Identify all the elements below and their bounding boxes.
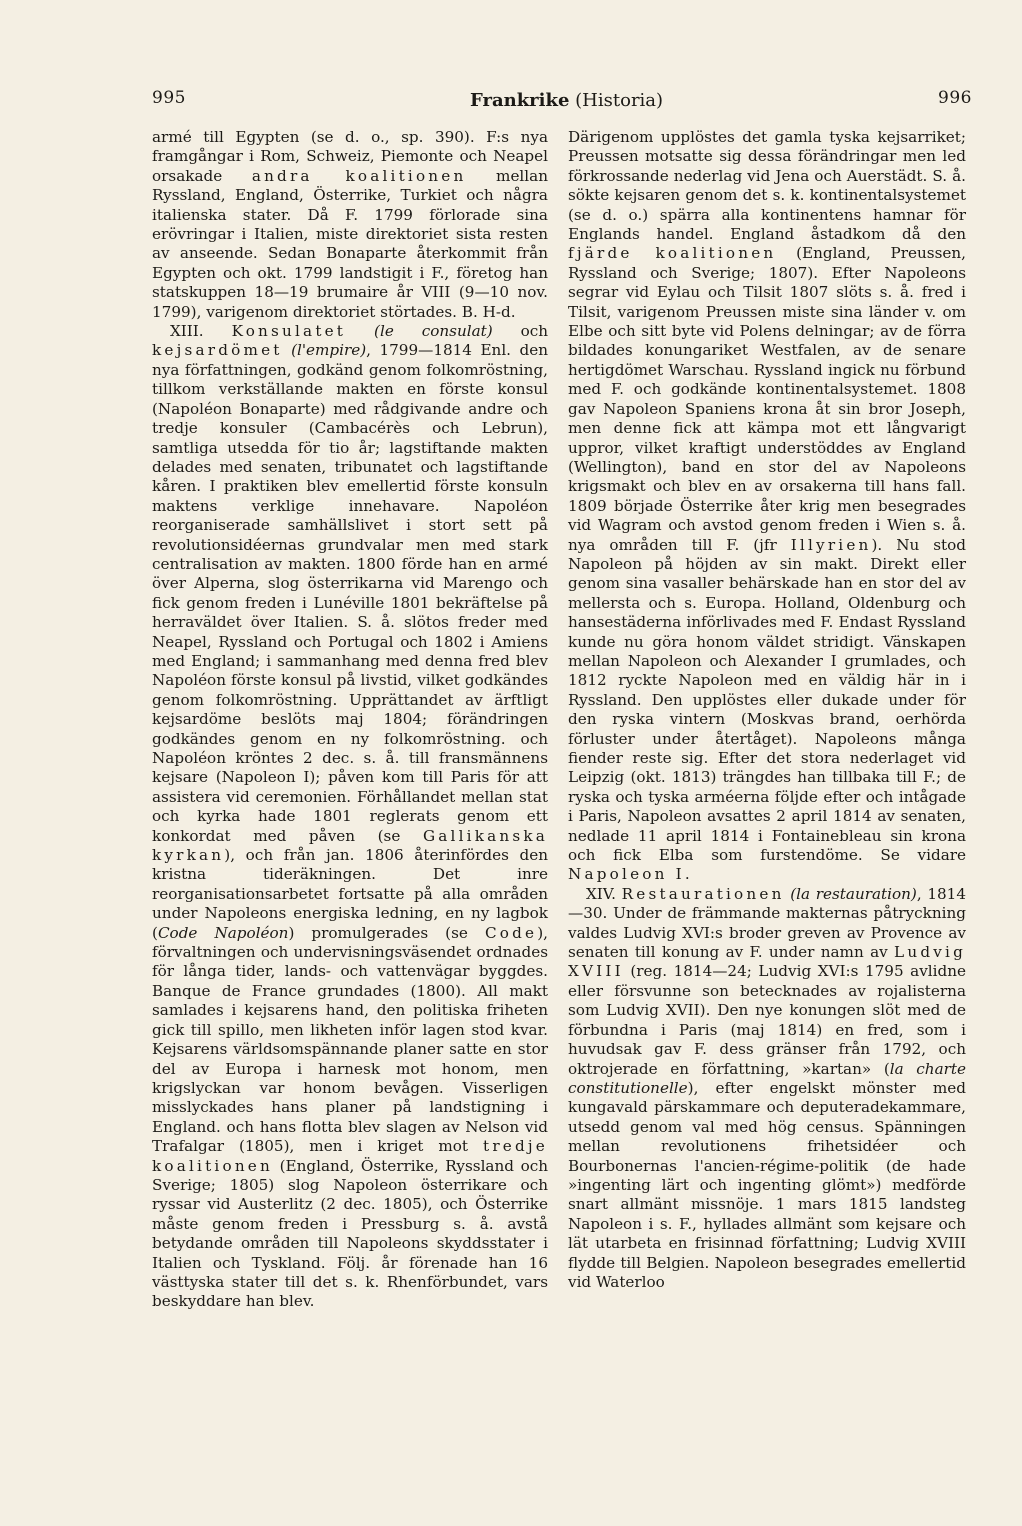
text-run: , 1814—30. Under de främmande makternas påtryckning valdes Ludvig XVI:s broder greven av Provence av senaten till konung av F. under namn av — [568, 884, 967, 962]
right-column — [568, 128, 966, 1292]
spaced-term: Napoleon I — [568, 865, 685, 884]
section-number: XIV. — [586, 884, 622, 903]
text-run: armé till Egypten (se d. o., sp. 390). F:s nya framgångar i Rom, Schweiz, Piemonte och Neapel orsakade — [152, 128, 548, 185]
header-title: Frankrike — [470, 90, 570, 111]
paragraph — [568, 128, 966, 885]
paragraph — [152, 128, 548, 322]
section-number: XIII. — [170, 322, 232, 341]
header-subtitle: (Historia) — [575, 90, 664, 111]
section-paragraph — [152, 322, 548, 1312]
spaced-term: Gallikanska kyrkan — [152, 826, 548, 865]
text-run: ), efter engelskt mönster med kungavald pärskammare och deputeradekammare, utsedd genom val med hög census. Spänningen mellan revolutionens frihetsidéer och Bourbonernas l'ancien-régime-politik (de hade »ingenting lärt och ingenting glömt») medförde snart allmänt missnöje. 1 mars 1815 landsteg Napoleon i s. F., hyllades allmänt som kejsare och lät utarbeta en frisinnad författning; Ludvig XVIII flydde till Belgien. Napoleon besegrades emellertid vid Waterloo — [568, 1078, 966, 1291]
italic-term: (l'empire) — [291, 341, 367, 360]
spaced-term: Konsulatet — [231, 322, 347, 341]
text-run: (England, Preussen, Ryssland och Sverige; 1807). Efter Napoleons segrar vid Eylau och Tilsit 1807 slöts s. å. fred i Tilsit, varigenom Preussen miste sina länder v. om Elbe och sitt byte vid Polens delningar; av de förra bildades konungariket Westfalen, av de senare hertigdömet Warschau. Ryssland ingick nu förbund med F. och godkände kontinentalsystemet. 1808 gav Napoleon Spaniens krona åt sin bror Joseph, men denne fick att kämpa mot ett långvarigt uppror, vilket kraftigt understöddes av England (Wellington), band en stor del av Napoleons krigsmakt och blev en av orsakerna till hans fall. 1809 började Österrike åter krig men besegrades vid Wagram och avstod genom freden i Wien s. å. nya områden till F. (jfr — [568, 244, 966, 554]
spaced-term: fjärde koalitionen — [568, 244, 777, 263]
spaced-term: andra koalitionen — [251, 166, 467, 185]
spaced-term: tredje koalitionen — [152, 1137, 548, 1175]
left-column — [152, 128, 548, 1312]
text-run: Därigenom upplöstes det gamla tyska kejsarriket; Preussen motsatte sig dessa förändringar men led förkrossande nederlag vid Jena och Auerstädt. S. å. sökte kejsaren genom det s. k. kontinentalsystemet (se d. o.) spärra alla kontinentens hamnar för Englands handel. England åstadkom då den — [568, 128, 966, 244]
left-page-number: 995 — [152, 88, 186, 108]
text-run: . — [684, 865, 690, 884]
text-run: , 1799—1814 Enl. den nya författningen, godkänd genom folkomröstning, tillkom verkställande makten en förste konsul (Napoléon Bonaparte) med rådgivande andre och tredje konsuler (Cambacérès och Lebrun), samtliga utsedda för tio år; lagstiftande makten delades med senaten, tribunatet och lagstiftande kåren. I praktiken blev emellertid förste konsuln maktens verklige innehavare. Napoléon reorganiserade samhällslivet i stort sett på revolutionsidéernas grundvalar men med stark centralisation av makten. 1800 förde han en armé över Alperna, slog österrikarna vid Marengo och fick genom freden i Lunéville 1801 bekräftelse på herraväldet över Italien. S. å. slötos freder med Neapel, Ryssland och Portugal och 1802 i Amiens med England; i sammanhang med denna fred blev Napoléon förste konsul på livstid, vilket godkändes genom folkomröstning. Upprättandet av ärftligt kejsardöme beslöts maj 1804; förändringen godkändes genom en ny folkomröstning. och Napoléon kröntes 2 dec. s. å. till fransmännens kejsare (Napoleon I); påven kom till Paris för att assistera vid ceremonien. Förhållandet mellan stat och kyrka hade 1801 reglerats genom ett konkordat med påven (se — [152, 341, 548, 845]
italic-term: (le consulat) — [374, 322, 493, 341]
text-run: (reg. 1814—24; Ludvig XVI:s 1795 avlidne eller försvunne son betecknades av rojalisterna som Ludvig XVII). Den nye konungen slöt med de förbundna i Paris (maj 1814) en fred, som i huvudsak gav F. dess gränser från 1792, och oktrojerade en författning, »kartan» ( — [568, 962, 966, 1078]
text-run: (England, Österrike, Ryssland och Sverige; 1805) slog Napoleon österrikare och ryssar vid Austerlitz (2 dec. 1805), och Österrike måste genom freden i Pressburg s. å. avstå betydande områden till Napoleons skyddsstater i Italien och Tyskland. Följ. år förenade han 16 västtyska stater till det s. k. Rhenförbundet, vars beskyddare han blev. — [152, 1156, 548, 1311]
text-run: mellan Ryssland, England, Österrike, Turkiet och några italienska stater. Då F. 1799 förlorade sina erövringar i Italien, miste direktoriet sista resten av anseende. Sedan Bonaparte återkommit från Egypten och okt. 1799 landstigit i F., företog han statskuppen 18—19 brumaire år VIII (9—10 nov. 1799), varigenom direktoriet störtades. B. H-d. — [152, 166, 548, 321]
text-run: ), förvaltningen och undervisningsväsendet ordnades för långa tider, lands- och vattenvägar byggdes. Banque de France grundades (1800). All makt samlades i kejsarens hand, den politiska friheten gick till spillo, men likheten inför lagen stod kvar. Kejsarens världsomspännande planer satte en stor del av Europa i harnesk mot honom, men krigslyckan var honom bevågen. Visserligen misslyckades hans planer på landstigning i England. och hans flotta blev slagen av Nelson vid Trafalgar (1805), men i kriget mot — [152, 923, 548, 1156]
right-page-number: 996 — [938, 88, 972, 108]
spaced-term: Code — [484, 923, 538, 942]
italic-term: (la restauration) — [790, 884, 917, 903]
spaced-term: Restaurationen — [621, 884, 785, 903]
text-run: och — [492, 322, 549, 341]
text-run: ) promulgerades (se — [288, 923, 485, 942]
section-paragraph — [568, 885, 966, 1293]
spaced-term: kejsardömet — [152, 341, 283, 360]
italic-term: la charte constitutionelle — [568, 1059, 966, 1097]
running-header — [470, 90, 663, 111]
text-run: ). Nu stod Napoleon på höjden av sin makt. Direkt eller genom sina vasaller behärskade han en stor del av mellersta och s. Europa. Holland, Oldenburg och hansestäderna införlivades med F. Endast Ryssland kunde nu göra honom väldet stridigt. Vänskapen mellan Napoleon och Alexander I grumlades, och 1812 ryckte Napoleon med en väldig här in i Ryssland. Den upplöstes eller dukade under för den ryska vintern (Moskvas brand, oerhörda förluster under återtåget). Napoleons många fiender reste sig. Efter det stora nederlaget vid Leipzig (okt. 1813) trängdes han tillbaka till F.; de ryska och tyska arméerna följde efter och intågade i Paris, Napoleon avsattes 2 april 1814 av senaten, nedlade 11 april 1814 i Fontainebleau sin krona och fick Elba som furstendöme. Se vidare — [568, 535, 966, 865]
text-run: ), och från jan. 1806 återinfördes den kristna tideräkningen. Det inre reorganisationsarbetet fortsatte på alla områden under Napoleons energiska ledning, en ny lagbok ( — [152, 846, 548, 942]
spaced-term: Illyrien — [790, 535, 872, 554]
spaced-term: Ludvig XVIII — [568, 943, 966, 981]
italic-term: Code Napoléon — [157, 923, 289, 942]
